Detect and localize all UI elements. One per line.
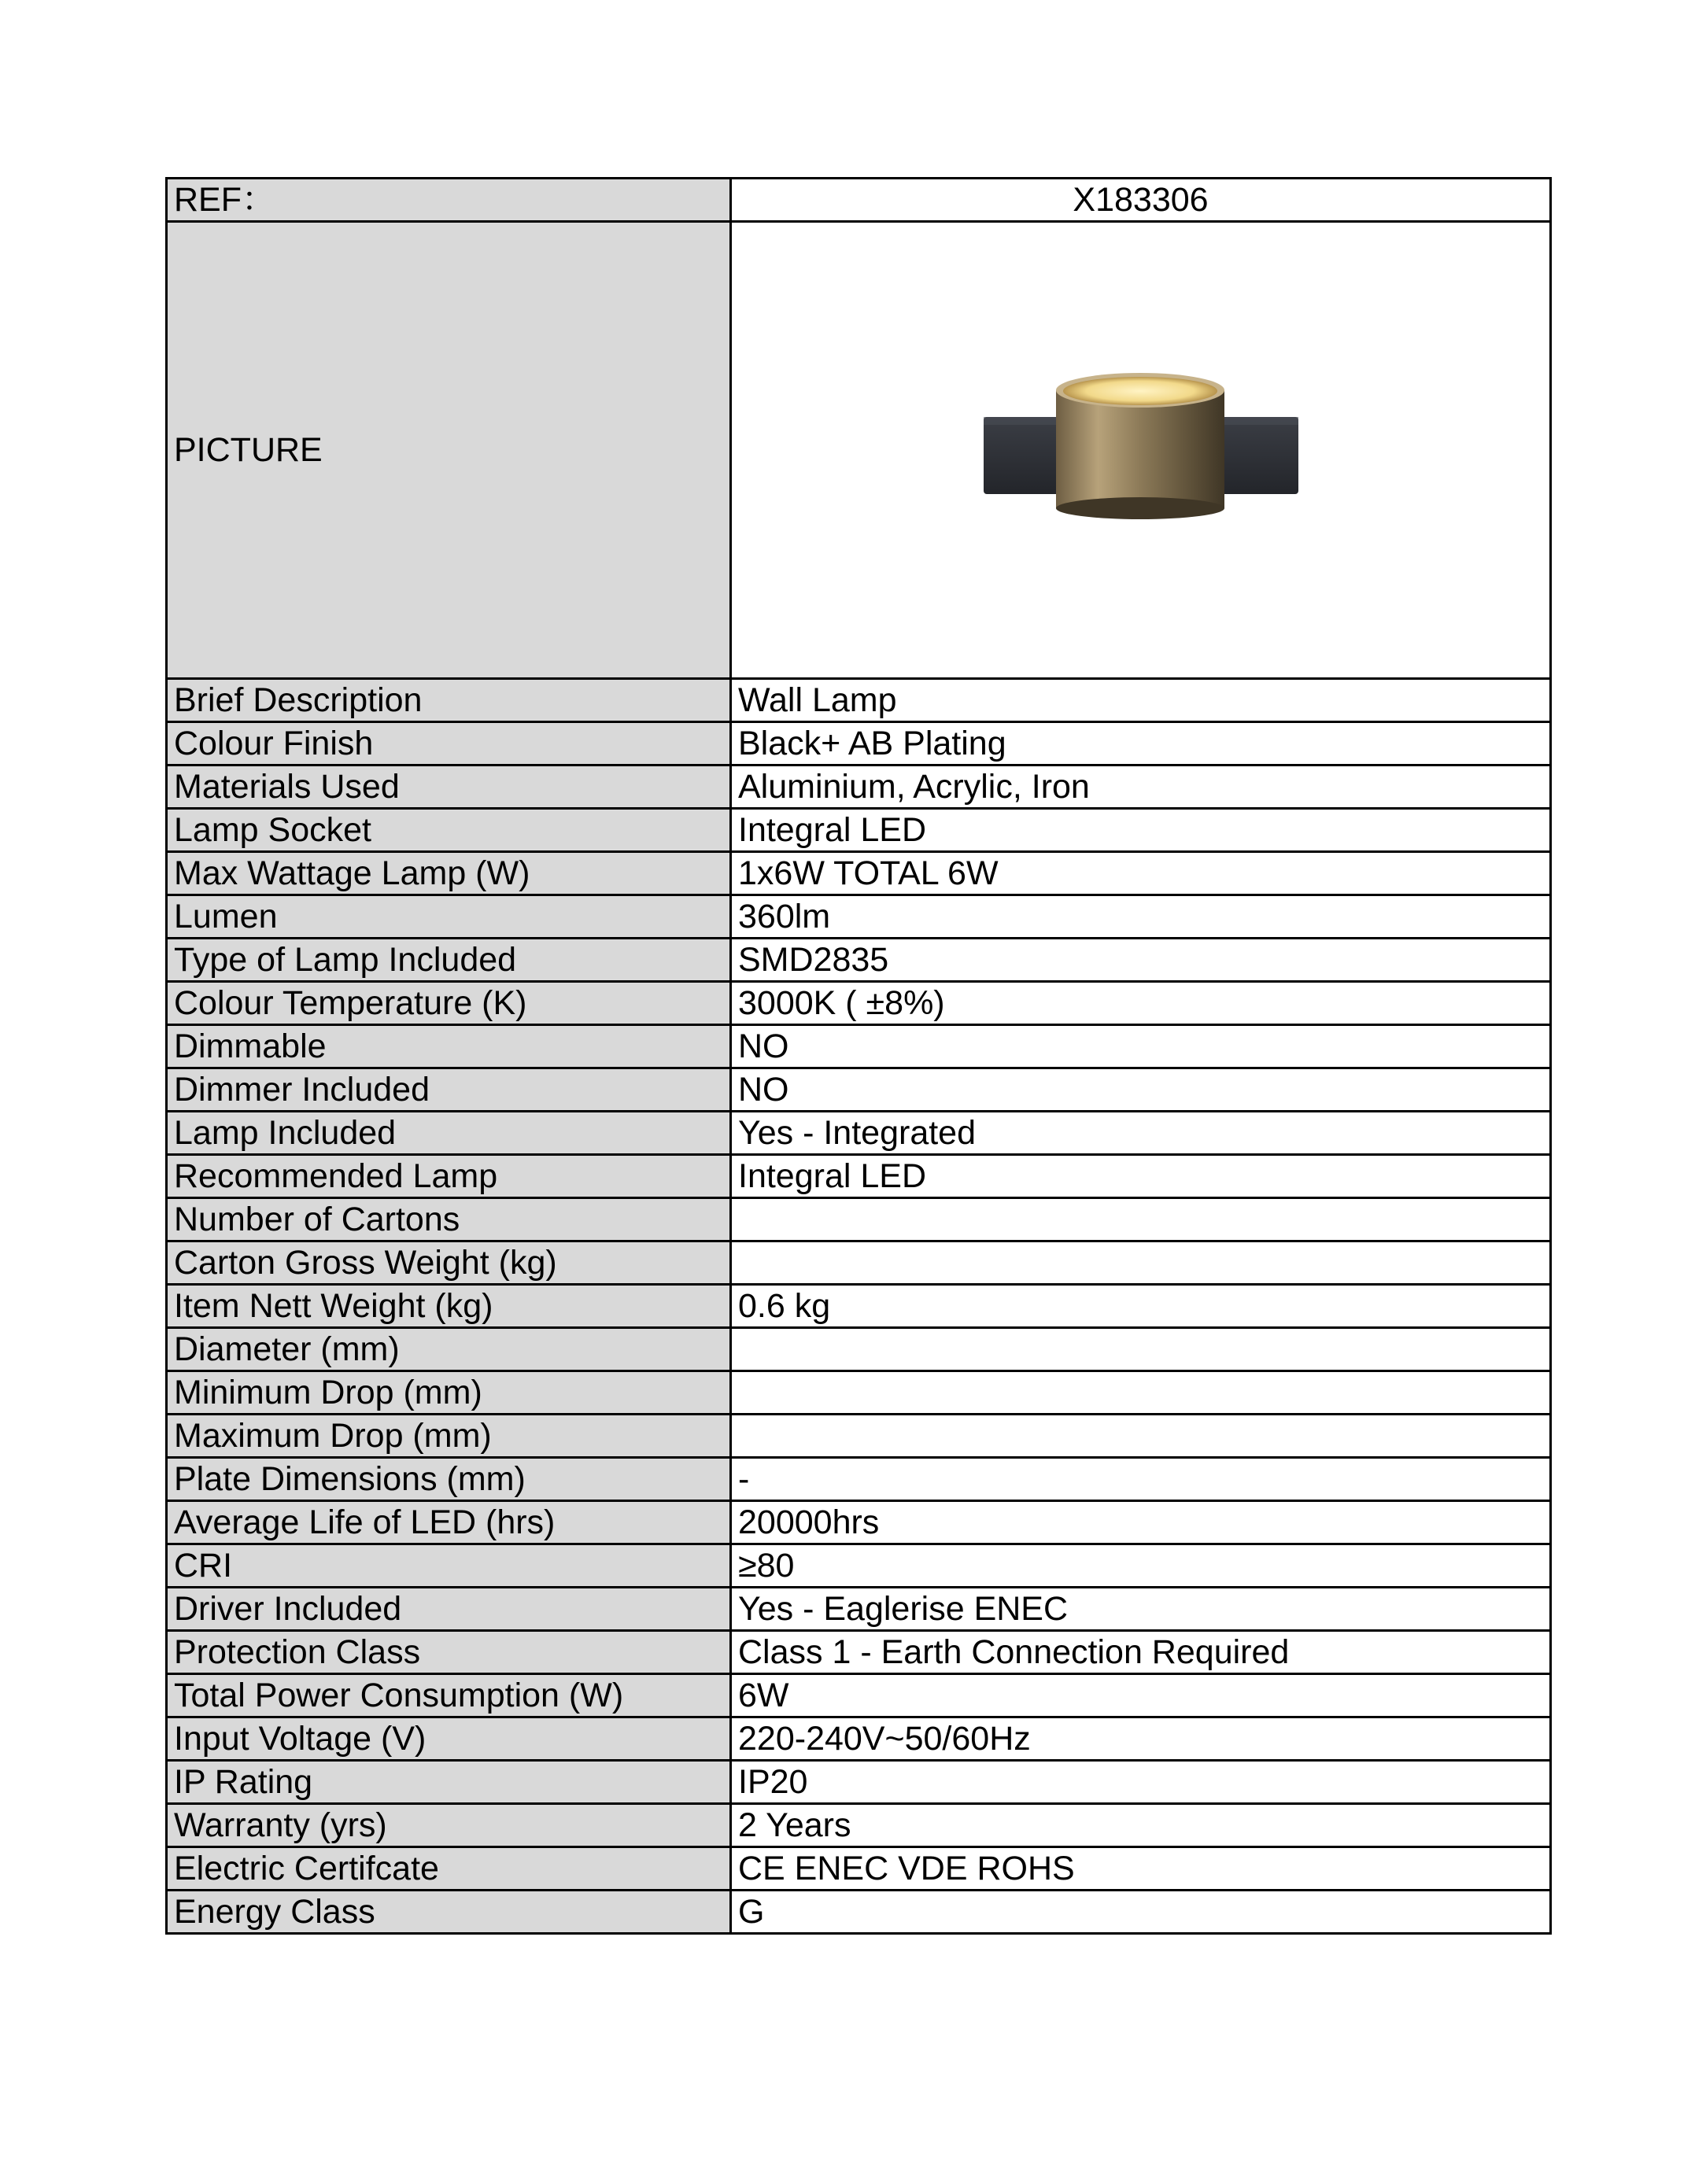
spec-row: [167, 679, 1551, 722]
spec-value: 20000hrs: [731, 1501, 1551, 1544]
spec-label: Number of Cartons: [167, 1198, 731, 1241]
spec-label: Driver Included: [167, 1588, 731, 1631]
spec-value: Integral LED: [731, 809, 1551, 852]
ref-row: [167, 179, 1551, 222]
spec-value: IP20: [731, 1761, 1551, 1804]
picture-label: PICTURE: [167, 222, 731, 679]
spec-row: [167, 1328, 1551, 1371]
spec-row: [167, 1371, 1551, 1415]
spec-value: Black+ AB Plating: [731, 722, 1551, 766]
spec-value: SMD2835: [731, 939, 1551, 982]
spec-value: 3000K ( ±8%): [731, 982, 1551, 1025]
spec-label: Energy Class: [167, 1891, 731, 1934]
spec-label: Total Power Consumption (W): [167, 1674, 731, 1717]
spec-label: Lamp Included: [167, 1112, 731, 1155]
spec-value: 0.6 kg: [731, 1285, 1551, 1328]
spec-row: [167, 1761, 1551, 1804]
spec-value: Wall Lamp: [731, 679, 1551, 722]
spec-row: [167, 1847, 1551, 1891]
spec-row: [167, 852, 1551, 895]
spec-row: [167, 1155, 1551, 1198]
spec-sheet-table: [165, 177, 1552, 1935]
spec-row: [167, 1458, 1551, 1501]
spec-value: G: [731, 1891, 1551, 1934]
spec-row: [167, 1112, 1551, 1155]
spec-value: Integral LED: [731, 1155, 1551, 1198]
spec-value: [731, 1198, 1551, 1241]
spec-label: Lumen: [167, 895, 731, 939]
spec-label: Average Life of LED (hrs): [167, 1501, 731, 1544]
spec-label: Carton Gross Weight (kg): [167, 1241, 731, 1285]
spec-value: 220-240V~50/60Hz: [731, 1717, 1551, 1761]
spec-value: 2 Years: [731, 1804, 1551, 1847]
spec-row: [167, 1631, 1551, 1674]
spec-label: Lamp Socket: [167, 809, 731, 852]
spec-value: 360lm: [731, 895, 1551, 939]
spec-row: [167, 1891, 1551, 1934]
ref-value: X183306: [731, 179, 1551, 222]
spec-row: [167, 982, 1551, 1025]
spec-label: Brief Description: [167, 679, 731, 722]
spec-row: [167, 722, 1551, 766]
picture-row: [167, 222, 1551, 679]
spec-value: [731, 1328, 1551, 1371]
spec-label: Minimum Drop (mm): [167, 1371, 731, 1415]
spec-row: [167, 1415, 1551, 1458]
spec-row: [167, 939, 1551, 982]
spec-value: [731, 1371, 1551, 1415]
spec-label: Input Voltage (V): [167, 1717, 731, 1761]
spec-value: 6W: [731, 1674, 1551, 1717]
spec-label: Materials Used: [167, 766, 731, 809]
spec-label: Item Nett Weight (kg): [167, 1285, 731, 1328]
spec-row: [167, 809, 1551, 852]
wall-lamp-product-photo: [976, 368, 1306, 526]
spec-label: CRI: [167, 1544, 731, 1588]
spec-row: [167, 1804, 1551, 1847]
spec-label: Electric Certifcate: [167, 1847, 731, 1891]
spec-label: Type of Lamp Included: [167, 939, 731, 982]
spec-label: Dimmable: [167, 1025, 731, 1068]
spec-row: [167, 1544, 1551, 1588]
spec-label: Diameter (mm): [167, 1328, 731, 1371]
spec-value: [731, 1415, 1551, 1458]
spec-label: Plate Dimensions (mm): [167, 1458, 731, 1501]
spec-value: 1x6W TOTAL 6W: [731, 852, 1551, 895]
spec-value: -: [731, 1458, 1551, 1501]
spec-value: NO: [731, 1025, 1551, 1068]
spec-label: Recommended Lamp: [167, 1155, 731, 1198]
spec-row: [167, 1068, 1551, 1112]
spec-label: Maximum Drop (mm): [167, 1415, 731, 1458]
spec-row: [167, 766, 1551, 809]
spec-value: CE ENEC VDE ROHS: [731, 1847, 1551, 1891]
spec-value: Yes - Eaglerise ENEC: [731, 1588, 1551, 1631]
spec-label: Dimmer Included: [167, 1068, 731, 1112]
spec-value: Aluminium, Acrylic, Iron: [731, 766, 1551, 809]
spec-row: [167, 1025, 1551, 1068]
spec-row: [167, 1241, 1551, 1285]
spec-value: Class 1 - Earth Connection Required: [731, 1631, 1551, 1674]
ref-label: REF：: [167, 179, 731, 222]
spec-value: NO: [731, 1068, 1551, 1112]
spec-row: [167, 1588, 1551, 1631]
picture-cell: [731, 222, 1551, 679]
spec-row: [167, 1285, 1551, 1328]
spec-value: Yes - Integrated: [731, 1112, 1551, 1155]
spec-label: Max Wattage Lamp (W): [167, 852, 731, 895]
spec-row: [167, 895, 1551, 939]
spec-label: Colour Temperature (K): [167, 982, 731, 1025]
spec-label: Colour Finish: [167, 722, 731, 766]
spec-label: Protection Class: [167, 1631, 731, 1674]
spec-value: [731, 1241, 1551, 1285]
spec-row: [167, 1501, 1551, 1544]
spec-row: [167, 1674, 1551, 1717]
spec-label: IP Rating: [167, 1761, 731, 1804]
spec-row: [167, 1198, 1551, 1241]
spec-value: ≥80: [731, 1544, 1551, 1588]
spec-label: Warranty (yrs): [167, 1804, 731, 1847]
spec-row: [167, 1717, 1551, 1761]
